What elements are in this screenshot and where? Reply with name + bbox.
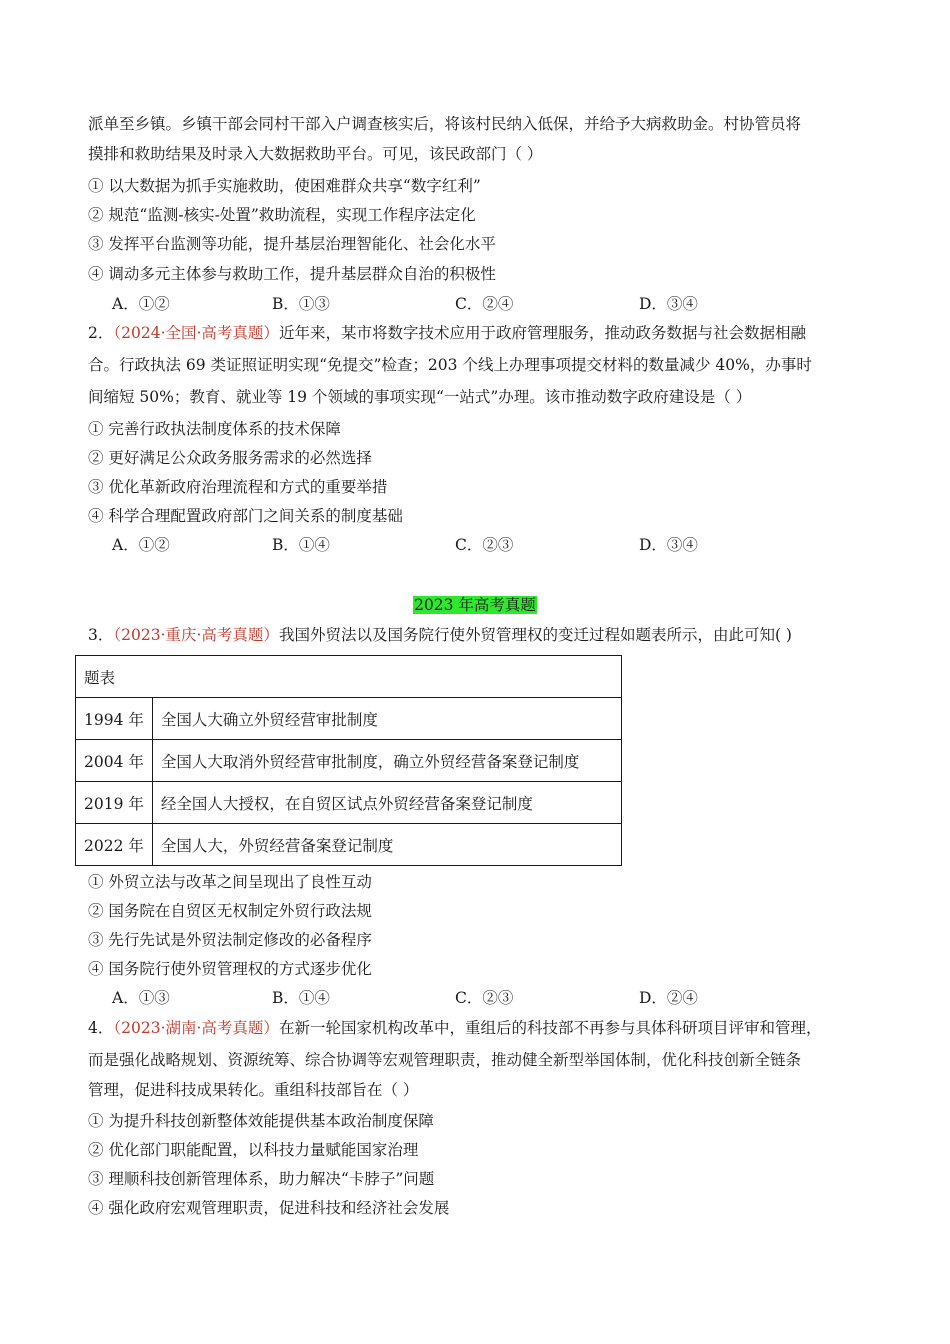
table-cell-year: 2019 年 <box>76 782 153 824</box>
q3-statement: ① 外贸立法与改革之间呈现出了良性互动 <box>88 873 372 891</box>
q1-option-a[interactable]: A．①② <box>112 295 170 313</box>
q1-option-d[interactable]: D．③④ <box>639 295 698 313</box>
q4-number: 4． <box>88 1019 114 1037</box>
q4-source: （2023·湖南·高考真题） <box>113 1019 279 1037</box>
table-cell-year: 2004 年 <box>76 740 153 782</box>
q4-stem-line: 管理，促进科技成果转化。重组科技部旨在（ ） <box>88 1081 419 1099</box>
q2-stem-text: 近年来，某市将数字技术应用于政府管理服务，推动政务数据与社会数据相融 <box>278 324 806 342</box>
q1-stem-line: 摸排和救助结果及时录入大数据救助平台。可见，该民政部门（ ） <box>88 145 543 163</box>
q2-stem-line: 合。行政执法 69 类证照证明实现“免提交”检查；203 个线上办理事项提交材料的数量减少 40%，办事时 <box>88 356 812 374</box>
q2-source: （2024·全国·高考真题） <box>113 324 279 342</box>
q4-statement: ④ 强化政府宏观管理职责，促进科技和经济社会发展 <box>88 1199 450 1217</box>
table-cell-text: 经全国人大授权，在自贸区试点外贸经营备案登记制度 <box>152 782 621 824</box>
q2-option-b[interactable]: B．①④ <box>272 536 330 554</box>
q2-option-d[interactable]: D．③④ <box>639 536 698 554</box>
table-cell-year: 1994 年 <box>76 698 153 740</box>
q3-stem-first-line <box>88 624 792 646</box>
table-cell-text: 全国人大确立外贸经营审批制度 <box>152 698 621 740</box>
q1-stem-line: 派单至乡镇。乡镇干部会同村干部入户调查核实后，将该村民纳入低保，并给予大病救助金。村协管员将 <box>88 115 802 133</box>
q1-statement: ③ 发挥平台监测等功能，提升基层治理智能化、社会化水平 <box>88 235 496 253</box>
q4-stem-text: 在新一轮国家机构改革中，重组后的科技部不再参与具体科研项目评审和管理， <box>278 1019 822 1037</box>
q3-table <box>75 655 622 866</box>
q3-option-a[interactable]: A．①③ <box>112 989 170 1007</box>
section-title-text: 2023 年高考真题 <box>414 596 536 614</box>
q2-stem-first-line <box>88 322 806 344</box>
q2-option-a[interactable]: A．①② <box>112 536 170 554</box>
q3-option-c[interactable]: C．②③ <box>455 989 514 1007</box>
table-row <box>76 782 622 824</box>
q2-options <box>88 534 868 556</box>
table-caption: 题表 <box>76 656 622 698</box>
q2-statement: ④ 科学合理配置政府部门之间关系的制度基础 <box>88 507 403 525</box>
q2-statement: ② 更好满足公众政务服务需求的必然选择 <box>88 449 372 467</box>
q2-statement: ① 完善行政执法制度体系的技术保障 <box>88 420 341 438</box>
table-cell-text: 全国人大取消外贸经营审批制度，确立外贸经营备案登记制度 <box>152 740 621 782</box>
q1-statement: ② 规范“监测-核实-处置”救助流程，实现工作程序法定化 <box>88 206 476 224</box>
q1-option-b[interactable]: B．①③ <box>272 295 330 313</box>
q2-stem-line: 间缩短 50%；教育、就业等 19 个领域的事项实现“一站式”办理。该市推动数字政府建设是（ ） <box>88 388 752 406</box>
table-row <box>76 824 622 866</box>
q4-statement: ② 优化部门职能配置，以科技力量赋能国家治理 <box>88 1141 419 1159</box>
q2-number: 2． <box>88 324 114 342</box>
q3-source: （2023·重庆·高考真题） <box>113 626 279 644</box>
q1-options <box>88 293 868 315</box>
q2-statement: ③ 优化革新政府治理流程和方式的重要举措 <box>88 478 388 496</box>
q3-statement: ③ 先行先试是外贸法制定修改的必备程序 <box>88 931 372 949</box>
q4-stem-line: 而是强化战略规划、资源统筹、综合协调等宏观管理职责，推动健全新型举国体制，优化科技创新全链条 <box>88 1051 802 1069</box>
q3-option-d[interactable]: D．②④ <box>639 989 698 1007</box>
q3-statement: ② 国务院在自贸区无权制定外贸行政法规 <box>88 902 372 920</box>
table-caption-row <box>76 656 622 698</box>
q3-option-b[interactable]: B．①④ <box>272 989 330 1007</box>
section-heading <box>0 594 950 616</box>
q2-option-c[interactable]: C．②③ <box>455 536 514 554</box>
table-cell-year: 2022 年 <box>76 824 153 866</box>
q4-statement: ① 为提升科技创新整体效能提供基本政治制度保障 <box>88 1112 434 1130</box>
q1-statement: ① 以大数据为抓手实施救助，使困难群众共享“数字红利” <box>88 177 481 195</box>
q3-statement: ④ 国务院行使外贸管理权的方式逐步优化 <box>88 960 372 978</box>
q4-stem-first-line <box>88 1017 821 1039</box>
q3-number: 3． <box>88 626 114 644</box>
table-row <box>76 698 622 740</box>
q4-statement: ③ 理顺科技创新管理体系，助力解决“卡脖子”问题 <box>88 1170 435 1188</box>
q3-options <box>88 987 868 1009</box>
table-row <box>76 740 622 782</box>
q1-option-c[interactable]: C．②④ <box>455 295 514 313</box>
q3-stem-text: 我国外贸法以及国务院行使外贸管理权的变迁过程如题表所示，由此可知( ) <box>278 626 792 644</box>
table-cell-text: 全国人大，外贸经营备案登记制度 <box>152 824 621 866</box>
q1-statement: ④ 调动多元主体参与救助工作，提升基层群众自治的积极性 <box>88 265 496 283</box>
